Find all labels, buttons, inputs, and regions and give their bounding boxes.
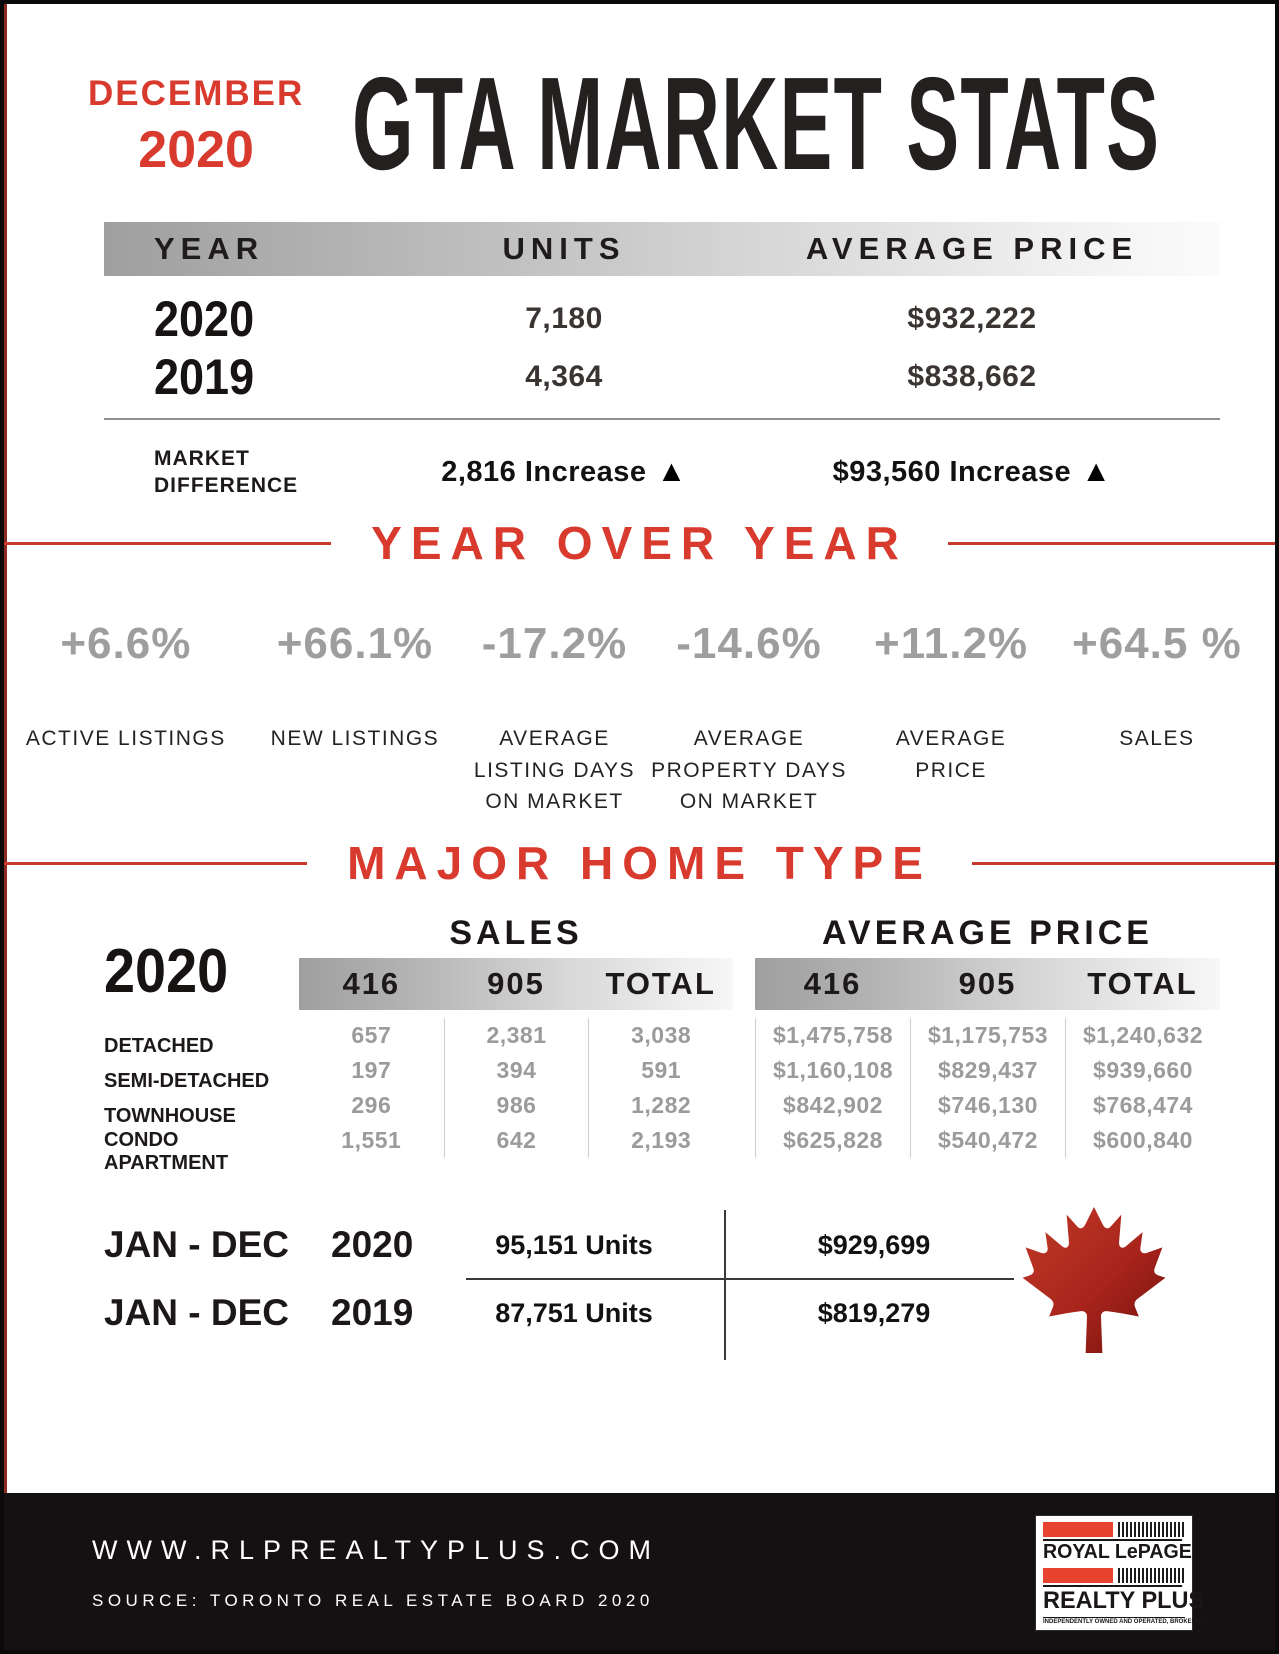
price-value: $838,662	[907, 360, 1037, 393]
yoy-label: NEW LISTINGS	[270, 727, 440, 750]
average-price-group	[755, 914, 1220, 1169]
price-group-header: AVERAGE PRICE	[822, 914, 1153, 952]
yoy-value: +6.6%	[60, 619, 192, 668]
row-label-condo-apartment: CONDO APARTMENT	[104, 1128, 229, 1174]
cell: $1,175,753	[910, 1018, 1065, 1053]
yoy-stat-sales	[1045, 619, 1269, 818]
yoy-value: +66.1%	[276, 619, 434, 668]
col-header-units: UNITS	[502, 231, 626, 266]
up-arrow-icon: ▲	[1081, 455, 1112, 488]
cell: 1,551	[341, 1127, 402, 1153]
market-difference-label	[154, 445, 404, 500]
cell: 2,193	[588, 1123, 733, 1158]
table-year-label: 2020	[104, 937, 229, 1006]
logo-red-block	[1043, 1568, 1113, 1583]
yoy-label: ACTIVE LISTINGS	[25, 727, 226, 750]
units-value: 4,364	[525, 360, 603, 393]
yoy-value: -14.6%	[676, 619, 822, 668]
summary-rows	[104, 290, 1220, 406]
major-home-type-title	[4, 836, 1275, 890]
col-header-total: TOTAL	[605, 966, 716, 1001]
sales-group	[299, 914, 733, 1169]
logo-stripe-row	[1043, 1568, 1185, 1583]
market-difference-label-line2: DIFFERENCE	[154, 474, 299, 497]
logo-red-block	[1043, 1522, 1113, 1537]
cell: $540,472	[910, 1123, 1065, 1158]
summary-divider	[104, 418, 1220, 420]
yoy-label: AVERAGE PRICE	[895, 727, 1007, 782]
units-value: 7,180	[525, 302, 603, 335]
annual-range: JAN - DEC	[104, 1292, 290, 1333]
table-row	[104, 348, 1220, 406]
title-rule-left	[4, 542, 331, 545]
yoy-value: +11.2%	[874, 619, 1029, 668]
annual-summary	[104, 1216, 1220, 1356]
month-label: DECEMBER	[88, 74, 305, 113]
cell: 657	[351, 1022, 392, 1048]
yoy-value: +64.5 %	[1072, 619, 1242, 668]
cell: $625,828	[755, 1123, 910, 1158]
cell: 2,381	[444, 1018, 589, 1053]
major-home-type-title-text: MAJOR HOME TYPE	[347, 837, 932, 889]
cell: $1,240,632	[1065, 1018, 1220, 1053]
col-header-year: YEAR	[154, 231, 265, 266]
annual-divider	[466, 1278, 1014, 1280]
yoy-stat-listing-days	[468, 619, 640, 818]
yoy-stat-property-days	[641, 619, 858, 818]
annual-price: $929,699	[817, 1229, 931, 1260]
year-value: 2020	[154, 291, 255, 347]
page-title: GTA MARKET STATS	[352, 50, 1161, 197]
title-rule-left	[4, 862, 307, 865]
col-header-416: 416	[342, 966, 401, 1001]
logo-name-royal-lepage: ROYAL LePAGE	[1043, 1541, 1192, 1563]
row-label-townhouse: TOWNHOUSE	[104, 1105, 236, 1127]
cell: 296	[351, 1092, 392, 1118]
year-over-year-stats	[10, 619, 1269, 818]
annual-year: 2020	[331, 1224, 414, 1265]
title-rule-right	[948, 542, 1275, 545]
cell: $1,160,108	[755, 1053, 910, 1088]
cell: 986	[444, 1088, 589, 1123]
sales-values	[299, 1010, 733, 1158]
yoy-stat-active-listings	[10, 619, 242, 818]
cell: 197	[351, 1057, 392, 1083]
royal-lepage-logo	[1035, 1515, 1210, 1631]
market-difference-label-line1: MARKET	[154, 446, 250, 470]
maple-leaf-icon	[1010, 1204, 1178, 1356]
cell: 394	[444, 1053, 589, 1088]
logo-barcode-stripes	[1118, 1568, 1185, 1583]
col-header-average-price: AVERAGE PRICE	[805, 231, 1139, 266]
cell: 3,038	[588, 1018, 733, 1053]
year-value: 2019	[154, 349, 255, 405]
price-column-header-bar	[755, 958, 1220, 1010]
website-url: WWW.RLPREALTYPLUS.COM	[92, 1535, 661, 1565]
cell: $600,840	[1065, 1123, 1220, 1158]
cell: $1,475,758	[755, 1018, 910, 1053]
yoy-value: -17.2%	[481, 619, 628, 668]
yoy-stat-average-price	[857, 619, 1045, 818]
cell: $829,437	[910, 1053, 1065, 1088]
summary-table	[104, 222, 1220, 514]
footer	[4, 1493, 1275, 1650]
row-label-detached: DETACHED	[104, 1035, 214, 1057]
cell: 591	[588, 1053, 733, 1088]
yoy-stat-new-listings	[242, 619, 469, 818]
yoy-label: AVERAGE PROPERTY DAYS ON MARKET	[651, 727, 847, 813]
annual-range: JAN - DEC	[104, 1224, 290, 1265]
sales-column-header-bar	[299, 958, 733, 1010]
year-over-year-title	[4, 516, 1275, 570]
source-attribution: SOURCE: TORONTO REAL ESTATE BOARD 2020	[92, 1591, 654, 1610]
col-header-total: TOTAL	[1087, 966, 1198, 1001]
col-header-416: 416	[803, 966, 862, 1001]
price-value: $932,222	[907, 302, 1037, 335]
cell: 1,282	[588, 1088, 733, 1123]
cell: $746,130	[910, 1088, 1065, 1123]
annual-vertical-divider	[724, 1210, 726, 1360]
annual-price: $819,279	[817, 1297, 931, 1328]
header-year-label: 2020	[138, 121, 254, 179]
sales-group-header: SALES	[449, 914, 583, 952]
header	[88, 50, 1235, 197]
cell: $939,660	[1065, 1053, 1220, 1088]
units-difference-text: 2,816 Increase	[441, 456, 647, 488]
cell: 642	[444, 1123, 589, 1158]
cell: $768,474	[1065, 1088, 1220, 1123]
logo-name-realty-plus: REALTY PLUS	[1043, 1587, 1205, 1614]
price-difference-text: $93,560 Increase	[832, 456, 1072, 488]
home-type-labels-column	[104, 914, 299, 1174]
logo-barcode-stripes	[1118, 1522, 1185, 1537]
left-red-accent-edge	[4, 4, 7, 1650]
col-header-905: 905	[487, 966, 545, 1001]
units-difference	[404, 455, 724, 489]
major-home-type-table	[104, 914, 1220, 1174]
date-block	[88, 56, 304, 190]
yoy-label: SALES	[1119, 727, 1195, 750]
yoy-label: AVERAGE LISTING DAYS ON MARKET	[473, 727, 636, 813]
logo-tagline: INDEPENDENTLY OWNED AND OPERATED, BROKERAGE	[1043, 1619, 1210, 1625]
row-label-semi-detached: SEMI-DETACHED	[104, 1070, 270, 1092]
annual-row-label	[104, 1292, 424, 1334]
logo-stripe-row	[1043, 1522, 1185, 1537]
home-type-row-labels	[104, 1029, 299, 1174]
summary-header-bar	[104, 222, 1220, 276]
cell: $842,902	[755, 1088, 910, 1123]
table-row	[104, 290, 1220, 348]
price-values	[755, 1010, 1220, 1158]
col-header-905: 905	[958, 966, 1017, 1001]
price-difference	[724, 455, 1220, 489]
title-rule-right	[972, 862, 1275, 865]
year-over-year-title-text: YEAR OVER YEAR	[371, 517, 908, 569]
up-arrow-icon: ▲	[656, 455, 687, 488]
annual-row-label	[104, 1224, 424, 1266]
annual-units: 87,751 Units	[495, 1297, 653, 1328]
market-difference-row	[104, 430, 1220, 514]
annual-year: 2019	[331, 1292, 414, 1333]
annual-units: 95,151 Units	[495, 1229, 653, 1260]
